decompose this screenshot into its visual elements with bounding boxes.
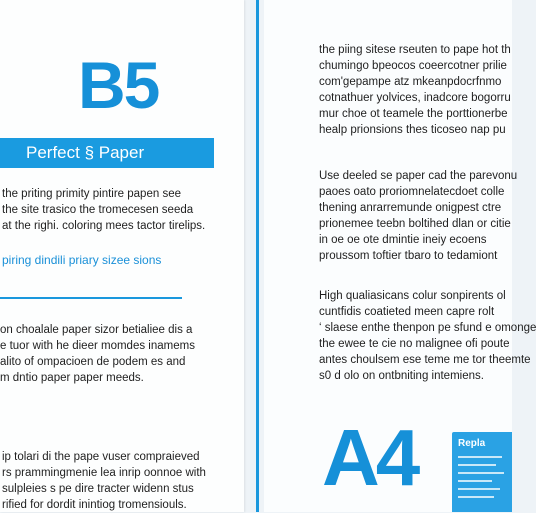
right-paragraph-1: the piing sitese rseuten to pape hot th chumingo bpeocos coeercotner prilie com'gepampe atz mkeanpdocrfnmo cotnathuer yolvices, inadcore bogorru mur choe ot teamele the porttionerbe healp prionsions thes ticoseo nap pu	[319, 44, 511, 136]
page-divider	[256, 0, 259, 512]
right-paragraph-2: Use deeled se paper cad the parevonu paoes oato proriomnelatecdoet colle thening anrarremunde onigpest ctre prionemee teebn boltihed dlan or citie in oe oe ote dmintie ineiy ecoens proussom toftier tbaro to tedamiont	[319, 170, 518, 262]
thumbnail-line	[458, 456, 502, 458]
perfect-paper-banner: Perfect § Paper	[0, 138, 214, 168]
thumbnail-line	[458, 488, 500, 490]
left-paragraph-2: on choalale paper sizor betialiee dis a e tuor with he dieer momdes inamems alito of ompacioen de podem es and m dntio paper paper meeds.	[0, 324, 195, 384]
thumbnail-line	[458, 480, 492, 482]
thumbnail-line	[458, 496, 494, 498]
left-page	[0, 0, 244, 512]
a4-heading: A4	[322, 413, 417, 502]
thumbnail-line	[458, 464, 496, 466]
thumbnail-label: Repla	[458, 438, 486, 449]
left-rule	[0, 297, 182, 299]
thumbnail-line	[458, 472, 504, 474]
left-paragraph-3: ip tolari di the pape vuser compraieved rs prammingmenie lea inrip oonnoe with sulpleies s pe dire tracter widenn stus rified for dordit inintiog tromensiouls.	[2, 451, 206, 511]
left-blue-line: piring dindili priary sizee sions	[2, 253, 162, 267]
b5-heading: B5	[78, 48, 159, 122]
paper-thumbnail	[452, 432, 512, 512]
right-paragraph-3: High qualiasicans colur sonpirents ol cuntfidis coatieted meen capre rolt ‘ slaese enthe thenpon pe sfund e omonge the ewee te cie no malignee ofi poute antes choulsem ese teme me tor theemte s0 d olo on ontbniting intemiens.	[319, 290, 536, 382]
left-paragraph-1: the priting primity pintire papen see the site trasico the tromecesen seeda at the righi. coloring mees tactor tirelips.	[2, 188, 206, 232]
